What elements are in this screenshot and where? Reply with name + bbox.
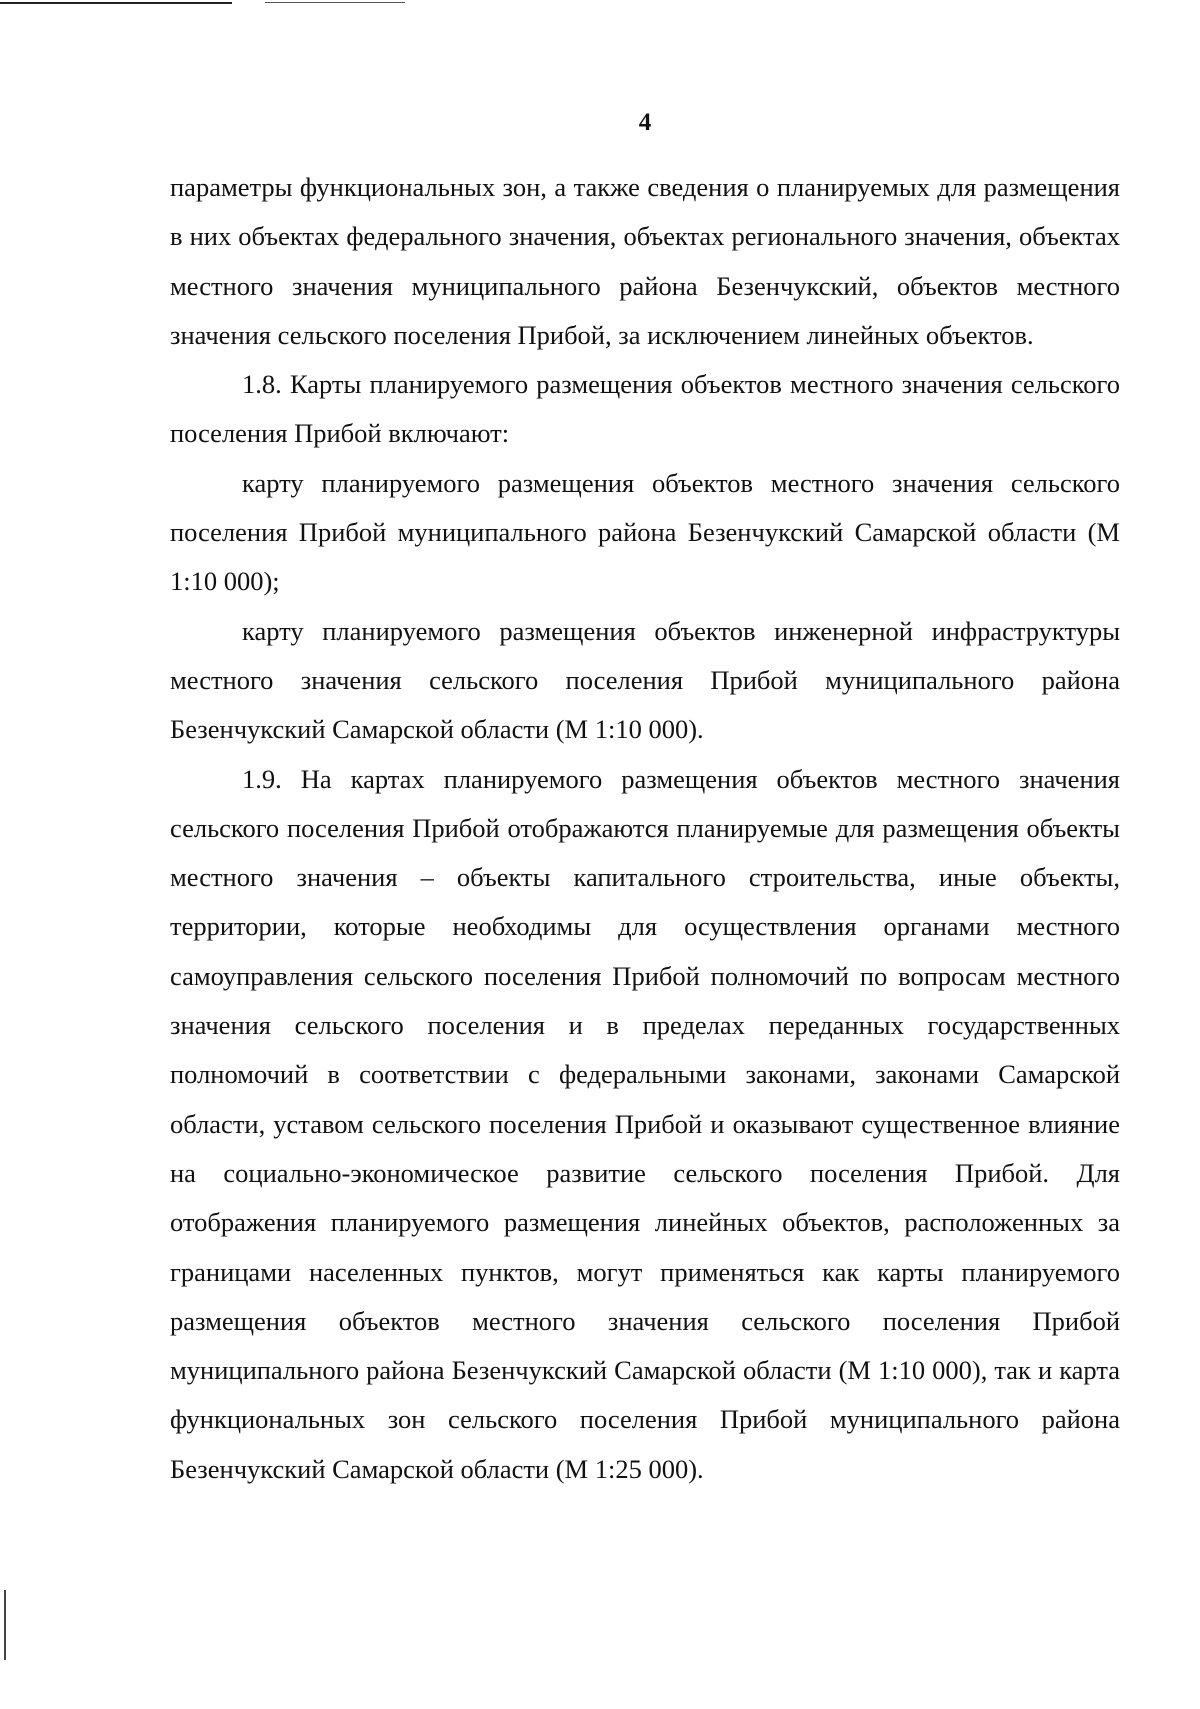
paragraph-map-local: карту планируемого размещения объектов местного значения сельского поселения Прибой муниципального района Безенчукский Самарской области (М 1:10 000); [170,467,1120,597]
paragraph-map-infrastructure: карту планируемого размещения объектов инженерной инфраструктуры местного значения сельского поселения Прибой муниципального района Безенчукский Самарской области (М 1:10 000). [170,615,1120,745]
scan-artifact-line [265,2,405,3]
paragraph-continuation: параметры функциональных зон, а также сведения о планируемых для размещения в них объектах федерального значения, объектах регионального значения, объектах местного значения муниципального района Безенчукский, объектов местного значения сельского поселения Прибой, за исключением линейных объектов. [170,172,1120,350]
paragraph-1-9: 1.9. На картах планируемого размещения объектов местного значения сельского поселения Прибой отображаются планируемые для размещения объекты местного значения – объекты капитального строительства, иные объекты, территории, которые необходимы для осуществления органами местного самоуправления сельского поселения Прибой полномочий по вопросам местного значения сельского поселения и в пределах переданных государственных полномочий в соответствии с федеральными законами, законами Самарской области, уставом сельского поселения Прибой и оказывают существенное влияние на социально-экономическое развитие сельского поселения Прибой. Для отображения планируемого размещения линейных объектов, расположенных за границами населенных пунктов, могут применяться как карты планируемого размещения объектов местного значения сельского поселения Прибой муниципального района Безенчукский Самарской области (М 1:10 000), так и карта функциональных зон сельского поселения Прибой муниципального района Безенчукский Самарской области (М 1:25 000). [170,763,1120,1484]
document-body [170,163,1120,1494]
paragraph-1-8: 1.8. Карты планируемого размещения объектов местного значения сельского поселения Прибой включают: [170,369,1120,449]
scan-artifact-line [0,2,232,4]
scan-artifact-line [4,1590,6,1660]
page-number: 4 [638,109,652,136]
